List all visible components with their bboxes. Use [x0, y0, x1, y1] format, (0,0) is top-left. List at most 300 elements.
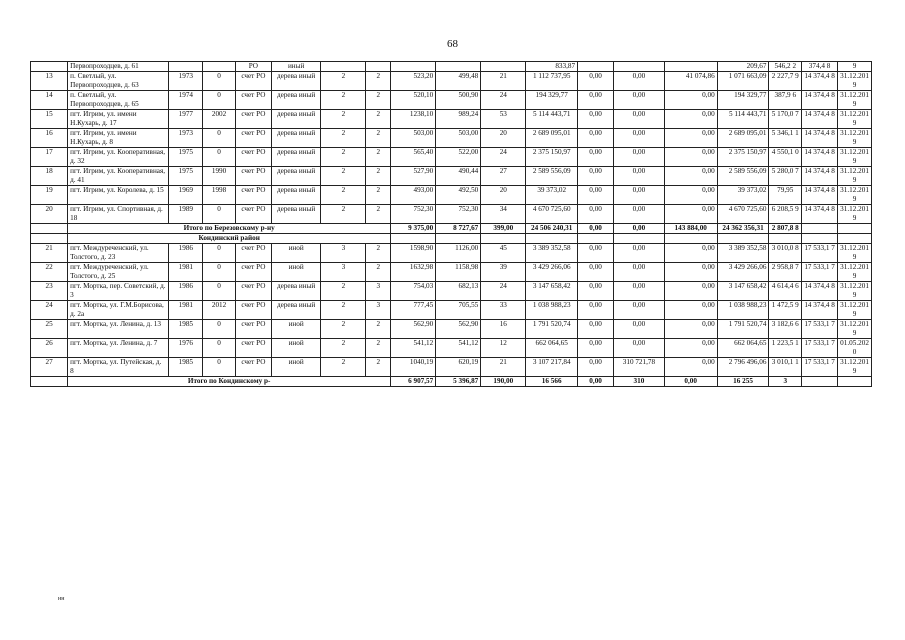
fund2-cell: 0,00	[614, 129, 665, 148]
floors-cell: 2	[321, 148, 366, 167]
norm-cost-cell: 14 374,4 8	[802, 167, 838, 186]
floors-cell: 2	[321, 339, 366, 358]
residents-cell: 12	[481, 339, 526, 358]
cost-per-m2-cell: 3 182,6 6	[769, 320, 802, 339]
living-area-cell: 522,00	[436, 148, 481, 167]
type-cell: дерева иный	[271, 72, 321, 91]
fund1-cell: 0,00	[578, 110, 614, 129]
owner-funds-cell: 2 589 556,09	[717, 167, 769, 186]
year-cell: 1985	[169, 320, 203, 339]
floors-cell: 3	[321, 263, 366, 282]
row-number-cell: 16	[31, 129, 68, 148]
table-row	[31, 148, 872, 167]
norm-cost-cell: 14 374,4 8	[802, 148, 838, 167]
owner-funds-cell: 2 375 150,97	[717, 148, 769, 167]
residents-cell: 16	[481, 320, 526, 339]
floors-cell: 2	[321, 110, 366, 129]
empty-cell	[802, 224, 838, 234]
fund3-cell: 0,00	[664, 205, 717, 224]
wall-cell: счет РО	[235, 205, 271, 224]
entrances-cell: 2	[366, 72, 391, 91]
area-cell: 503,00	[391, 129, 436, 148]
wall-cell: счет РО	[235, 320, 271, 339]
floors-cell: 2	[321, 91, 366, 110]
fund2-cell: 0,00	[614, 244, 665, 263]
table-row	[31, 301, 872, 320]
entrances-cell: 2	[366, 167, 391, 186]
fund3-cell: 41 074,86	[664, 72, 717, 91]
total-cost-cell: 662 064,65	[526, 339, 578, 358]
fund3-cell: 0,00	[664, 110, 717, 129]
owner-funds-cell: 1 071 663,09	[717, 72, 769, 91]
year-cell: 1981	[169, 263, 203, 282]
fund3-cell: 0,00	[664, 148, 717, 167]
empty-cell	[481, 234, 526, 244]
row-number-cell: 19	[31, 186, 68, 205]
fund3-cell: 0,00	[664, 244, 717, 263]
cost-per-m2-cell: 5 170,0 7	[769, 110, 802, 129]
empty-cell	[578, 234, 614, 244]
table-row	[31, 244, 872, 263]
residents-cell: 20	[481, 186, 526, 205]
year-cell: 1969	[169, 186, 203, 205]
row-number-cell: 14	[31, 91, 68, 110]
address-cell: пгт. Игрим, ул. Спортивная, д. 18	[68, 205, 169, 224]
row-number-cell: 27	[31, 358, 68, 377]
row-number-cell: 24	[31, 301, 68, 320]
reconstruction-year-cell: 0	[203, 129, 236, 148]
total-cost-cell: 3 107 217,84	[526, 358, 578, 377]
wall-cell: счет РО	[235, 301, 271, 320]
year-cell: 1973	[169, 129, 203, 148]
fund3-cell: 0,00	[664, 358, 717, 377]
owner-funds-cell: 2 689 095,01	[717, 129, 769, 148]
address-cell: пгт. Игрим, ул. Королева, д. 15	[68, 186, 169, 205]
date-cell: 31.12.201 9	[838, 148, 872, 167]
reconstruction-year-cell: 2012	[203, 301, 236, 320]
fund2-cell: 310	[614, 377, 665, 387]
type-cell: дерева иный	[271, 91, 321, 110]
cost-per-m2-cell: 79,95	[769, 186, 802, 205]
norm-cost-cell: 14 374,4 8	[802, 72, 838, 91]
total-cost-cell: 1 038 988,23	[526, 301, 578, 320]
residents-cell: 21	[481, 72, 526, 91]
address-cell: пгт. Мортка, ул. Путейская, д. 8	[68, 358, 169, 377]
owner-funds-cell: 3 389 352,58	[717, 244, 769, 263]
reconstruction-year-cell: 0	[203, 148, 236, 167]
type-cell: дерева иный	[271, 205, 321, 224]
reconstruction-year-cell: 1990	[203, 167, 236, 186]
date-cell: 31.12.201 9	[838, 320, 872, 339]
row-number-cell: 13	[31, 72, 68, 91]
norm-cost-cell: 14 374,4 8	[802, 110, 838, 129]
area-cell: 1040,19	[391, 358, 436, 377]
wall-cell: РО	[235, 62, 271, 72]
norm-cost-cell: 14 374,4 8	[802, 282, 838, 301]
total-cost-cell: 833,87	[526, 62, 578, 72]
empty-cell	[31, 377, 68, 387]
address-cell: пгт. Игрим, ул. имени Н.Кухарь, д. 17	[68, 110, 169, 129]
address-cell: пгт. Мортка, ул. Ленина, д. 7	[68, 339, 169, 358]
floors-cell: 2	[321, 282, 366, 301]
fund2-cell: 310 721,78	[614, 358, 665, 377]
year-cell: 1985	[169, 358, 203, 377]
cost-per-m2-cell: 2 807,8 8	[769, 224, 802, 234]
entrances-cell: 2	[366, 358, 391, 377]
address-cell: п. Светлый, ул. Первопроходцев, д. 65	[68, 91, 169, 110]
residents-cell: 53	[481, 110, 526, 129]
wall-cell: счет РО	[235, 186, 271, 205]
owner-funds-cell: 209,67	[717, 62, 769, 72]
floors-cell: 2	[321, 72, 366, 91]
reconstruction-year-cell: 0	[203, 205, 236, 224]
entrances-cell: 3	[366, 282, 391, 301]
reconstruction-year-cell: 0	[203, 244, 236, 263]
living-area-cell: 8 727,67	[436, 224, 481, 234]
total-label-cell: Итого по Кондинскому р-	[68, 377, 391, 387]
empty-cell	[526, 234, 578, 244]
row-number-cell: 20	[31, 205, 68, 224]
entrances-cell: 2	[366, 205, 391, 224]
table-row	[31, 91, 872, 110]
year-cell: 1973	[169, 72, 203, 91]
fund1-cell: 0,00	[578, 339, 614, 358]
total-cost-cell: 5 114 443,71	[526, 110, 578, 129]
floors-cell: 3	[321, 244, 366, 263]
fund1-cell: 0,00	[578, 282, 614, 301]
norm-cost-cell: 17 533,1 7	[802, 320, 838, 339]
total-row	[31, 377, 872, 387]
row-number-cell: 18	[31, 167, 68, 186]
date-cell: 31.12.201 9	[838, 282, 872, 301]
owner-funds-cell: 662 064,65	[717, 339, 769, 358]
fund3-cell: 0,00	[664, 91, 717, 110]
cost-per-m2-cell: 4 614,4 6	[769, 282, 802, 301]
type-cell: иной	[271, 320, 321, 339]
area-cell: 754,03	[391, 282, 436, 301]
date-cell: 31.12.201 9	[838, 358, 872, 377]
total-cost-cell: 39 373,02	[526, 186, 578, 205]
fund1-cell: 0,00	[578, 167, 614, 186]
wall-cell: счет РО	[235, 167, 271, 186]
fund2-cell: 0,00	[614, 301, 665, 320]
empty-cell	[838, 234, 872, 244]
type-cell: дерева иный	[271, 301, 321, 320]
cost-per-m2-cell: 3 010,1 1	[769, 358, 802, 377]
entrances-cell: 2	[366, 339, 391, 358]
fund2-cell: 0,00	[614, 167, 665, 186]
empty-cell	[802, 234, 838, 244]
fund1-cell: 0,00	[578, 224, 614, 234]
table-row	[31, 62, 872, 72]
address-cell: пгт. Мортка, ул. Ленина, д. 13	[68, 320, 169, 339]
living-area-cell: 500,90	[436, 91, 481, 110]
cost-per-m2-cell: 5 346,1 1	[769, 129, 802, 148]
residents-cell: 39	[481, 263, 526, 282]
fund1-cell: 0,00	[578, 244, 614, 263]
wall-cell: счет РО	[235, 129, 271, 148]
address-cell: пгт. Игрим, ул. Кооперативная, д. 41	[68, 167, 169, 186]
reconstruction-year-cell: 1998	[203, 186, 236, 205]
fund3-cell: 0,00	[664, 320, 717, 339]
norm-cost-cell: 17 533,1 7	[802, 244, 838, 263]
wall-cell: счет РО	[235, 282, 271, 301]
row-number-cell: 26	[31, 339, 68, 358]
entrances-cell: 2	[366, 148, 391, 167]
empty-cell	[664, 234, 717, 244]
total-cost-cell: 24 506 240,31	[526, 224, 578, 234]
fund2-cell: 0,00	[614, 282, 665, 301]
norm-cost-cell: 17 533,1 7	[802, 358, 838, 377]
table-row	[31, 320, 872, 339]
fund1-cell: 0,00	[578, 301, 614, 320]
living-area-cell: 490,44	[436, 167, 481, 186]
fund3-cell: 0,00	[664, 167, 717, 186]
living-area-cell: 752,30	[436, 205, 481, 224]
row-number-cell: 22	[31, 263, 68, 282]
area-cell: 1598,90	[391, 244, 436, 263]
floors-cell: 2	[321, 129, 366, 148]
fund1-cell: 0,00	[578, 205, 614, 224]
table-row	[31, 129, 872, 148]
year-cell: 1989	[169, 205, 203, 224]
area-cell: 520,10	[391, 91, 436, 110]
year-cell: 1986	[169, 282, 203, 301]
fund2-cell: 0,00	[614, 224, 665, 234]
fund1-cell: 0,00	[578, 72, 614, 91]
living-area-cell: 503,00	[436, 129, 481, 148]
date-cell: 9	[838, 62, 872, 72]
norm-cost-cell: 17 533,1 7	[802, 263, 838, 282]
total-cost-cell: 1 791 520,74	[526, 320, 578, 339]
type-cell: иной	[271, 358, 321, 377]
address-cell: пгт. Междуреченский, ул. Толстого, д. 25	[68, 263, 169, 282]
empty-cell	[31, 224, 68, 234]
empty-cell	[717, 234, 769, 244]
fund2-cell: 0,00	[614, 91, 665, 110]
address-cell: пгт. Мортка, ул. Г.М.Борисова, д. 2а	[68, 301, 169, 320]
wall-cell: счет РО	[235, 110, 271, 129]
year-cell: 1974	[169, 91, 203, 110]
entrances-cell: 2	[366, 263, 391, 282]
table-row	[31, 358, 872, 377]
fund2-cell: 0,00	[614, 110, 665, 129]
norm-cost-cell: 14 374,4 8	[802, 205, 838, 224]
fund3-cell: 0,00	[664, 339, 717, 358]
reconstruction-year-cell: 0	[203, 358, 236, 377]
date-cell: 31.12.201 9	[838, 244, 872, 263]
year-cell: 1975	[169, 167, 203, 186]
total-cost-cell: 2 689 095,01	[526, 129, 578, 148]
fund3-cell: 0,00	[664, 263, 717, 282]
residents-cell: 27	[481, 167, 526, 186]
area-cell: 562,90	[391, 320, 436, 339]
empty-cell	[436, 234, 481, 244]
date-cell: 31.12.201 9	[838, 110, 872, 129]
cost-per-m2-cell: 5 280,0 7	[769, 167, 802, 186]
area-cell: 777,45	[391, 301, 436, 320]
living-area-cell: 541,12	[436, 339, 481, 358]
area-cell: 541,12	[391, 339, 436, 358]
fund3-cell: 0,00	[664, 129, 717, 148]
empty-cell	[838, 377, 872, 387]
total-cost-cell: 194 329,77	[526, 91, 578, 110]
residents-cell: 20	[481, 129, 526, 148]
fund2-cell: 0,00	[614, 339, 665, 358]
date-cell: 31.12.201 9	[838, 167, 872, 186]
year-cell: 1977	[169, 110, 203, 129]
living-area-cell: 499,48	[436, 72, 481, 91]
empty-cell	[391, 234, 436, 244]
row-number-cell: 15	[31, 110, 68, 129]
entrances-cell: 2	[366, 91, 391, 110]
cost-per-m2-cell: 3 010,0 8	[769, 244, 802, 263]
empty-cell	[838, 224, 872, 234]
fund3-cell: 0,00	[664, 186, 717, 205]
fund3-cell: 0,00	[664, 282, 717, 301]
fund2-cell: 0,00	[614, 320, 665, 339]
cost-per-m2-cell: 6 208,5 9	[769, 205, 802, 224]
floors-cell: 2	[321, 167, 366, 186]
total-cost-cell: 3 147 658,42	[526, 282, 578, 301]
area-cell: 1238,10	[391, 110, 436, 129]
type-cell: дерева иный	[271, 110, 321, 129]
reconstruction-year-cell: 0	[203, 339, 236, 358]
district-header-row	[31, 234, 872, 244]
type-cell: дерева иный	[271, 282, 321, 301]
empty-cell	[31, 234, 68, 244]
table-row	[31, 282, 872, 301]
date-cell: 31.12.201 9	[838, 186, 872, 205]
address-cell: пгт. Игрим, ул. имени Н.Кухарь, д. 8	[68, 129, 169, 148]
address-cell: пгт. Игрим, ул. Кооперативная, д. 32	[68, 148, 169, 167]
cost-per-m2-cell: 3	[769, 377, 802, 387]
owner-funds-cell: 16 255	[717, 377, 769, 387]
address-cell: Первопроходцев, д. 61	[68, 62, 169, 72]
type-cell: иной	[271, 244, 321, 263]
fund3-cell: 0,00	[664, 301, 717, 320]
empty-cell	[802, 377, 838, 387]
total-cost-cell: 3 389 352,58	[526, 244, 578, 263]
entrances-cell: 2	[366, 186, 391, 205]
owner-funds-cell: 194 329,77	[717, 91, 769, 110]
area-cell: 752,30	[391, 205, 436, 224]
date-cell: 31.12.201 9	[838, 91, 872, 110]
owner-funds-cell: 4 670 725,60	[717, 205, 769, 224]
cost-per-m2-cell: 1 223,5 1	[769, 339, 802, 358]
fund3-cell: 143 884,00	[664, 224, 717, 234]
type-cell: иный	[271, 62, 321, 72]
row-number-cell: 25	[31, 320, 68, 339]
row-number-cell: 17	[31, 148, 68, 167]
entrances-cell: 3	[366, 301, 391, 320]
total-cost-cell: 4 670 725,60	[526, 205, 578, 224]
living-area-cell: 5 396,87	[436, 377, 481, 387]
reconstruction-year-cell: 0	[203, 320, 236, 339]
norm-cost-cell: 14 374,4 8	[802, 91, 838, 110]
empty-cell	[614, 234, 665, 244]
fund1-cell: 0,00	[578, 129, 614, 148]
owner-funds-cell: 2 796 496,06	[717, 358, 769, 377]
living-area-cell: 562,90	[436, 320, 481, 339]
living-area-cell: 492,50	[436, 186, 481, 205]
residents-cell: 24	[481, 91, 526, 110]
residents-cell: 45	[481, 244, 526, 263]
reconstruction-year-cell: 0	[203, 263, 236, 282]
living-area-cell: 620,19	[436, 358, 481, 377]
reconstruction-year-cell: 0	[203, 91, 236, 110]
fund1-cell: 0,00	[578, 377, 614, 387]
entrances-cell: 2	[366, 129, 391, 148]
wall-cell: счет РО	[235, 244, 271, 263]
owner-funds-cell: 5 114 443,71	[717, 110, 769, 129]
housing-register-table	[30, 61, 872, 387]
fund2-cell: 0,00	[614, 148, 665, 167]
cost-per-m2-cell: 2 227,7 9	[769, 72, 802, 91]
owner-funds-cell: 3 147 658,42	[717, 282, 769, 301]
floors-cell: 2	[321, 205, 366, 224]
cost-per-m2-cell: 2 958,8 7	[769, 263, 802, 282]
area-cell: 493,00	[391, 186, 436, 205]
owner-funds-cell: 24 362 356,31	[717, 224, 769, 234]
fund2-cell: 0,00	[614, 205, 665, 224]
residents-cell: 34	[481, 205, 526, 224]
table-body	[31, 62, 872, 387]
year-cell: 1981	[169, 301, 203, 320]
row-number-cell: 21	[31, 244, 68, 263]
residents-cell: 399,00	[481, 224, 526, 234]
type-cell: иной	[271, 339, 321, 358]
area-cell: 1632,98	[391, 263, 436, 282]
wall-cell: счет РО	[235, 339, 271, 358]
norm-cost-cell: 14 374,4 8	[802, 301, 838, 320]
residents-cell: 24	[481, 282, 526, 301]
owner-funds-cell: 1 791 520,74	[717, 320, 769, 339]
residents-cell: 190,00	[481, 377, 526, 387]
total-cost-cell: 16 566	[526, 377, 578, 387]
floors-cell: 2	[321, 186, 366, 205]
table-row	[31, 110, 872, 129]
type-cell: дерева иный	[271, 186, 321, 205]
residents-cell: 24	[481, 148, 526, 167]
wall-cell: счет РО	[235, 148, 271, 167]
living-area-cell: 682,13	[436, 282, 481, 301]
address-cell: пгт. Мортка, пер. Советский, д. 3	[68, 282, 169, 301]
address-cell: пгт. Междуреченский, ул. Толстого, д. 23	[68, 244, 169, 263]
wall-cell: счет РО	[235, 72, 271, 91]
fund2-cell: 0,00	[614, 72, 665, 91]
owner-funds-cell: 39 373,02	[717, 186, 769, 205]
wall-cell: счет РО	[235, 91, 271, 110]
living-area-cell: 1158,98	[436, 263, 481, 282]
living-area-cell: 1126,00	[436, 244, 481, 263]
area-cell: 565,40	[391, 148, 436, 167]
year-cell: 1975	[169, 148, 203, 167]
area-cell: 527,90	[391, 167, 436, 186]
type-cell: дерева иный	[271, 129, 321, 148]
cost-per-m2-cell: 1 472,5 9	[769, 301, 802, 320]
date-cell: 31.12.201 9	[838, 72, 872, 91]
fund3-cell: 0,00	[664, 377, 717, 387]
total-label-cell: Итого по Березовскому р-ну	[68, 224, 391, 234]
area-cell: 6 907,57	[391, 377, 436, 387]
floors-cell: 2	[321, 358, 366, 377]
norm-cost-cell: 14 374,4 8	[802, 186, 838, 205]
fund2-cell: 0,00	[614, 186, 665, 205]
date-cell: 31.12.201 9	[838, 129, 872, 148]
fund1-cell: 0,00	[578, 358, 614, 377]
fund1-cell: 0,00	[578, 320, 614, 339]
